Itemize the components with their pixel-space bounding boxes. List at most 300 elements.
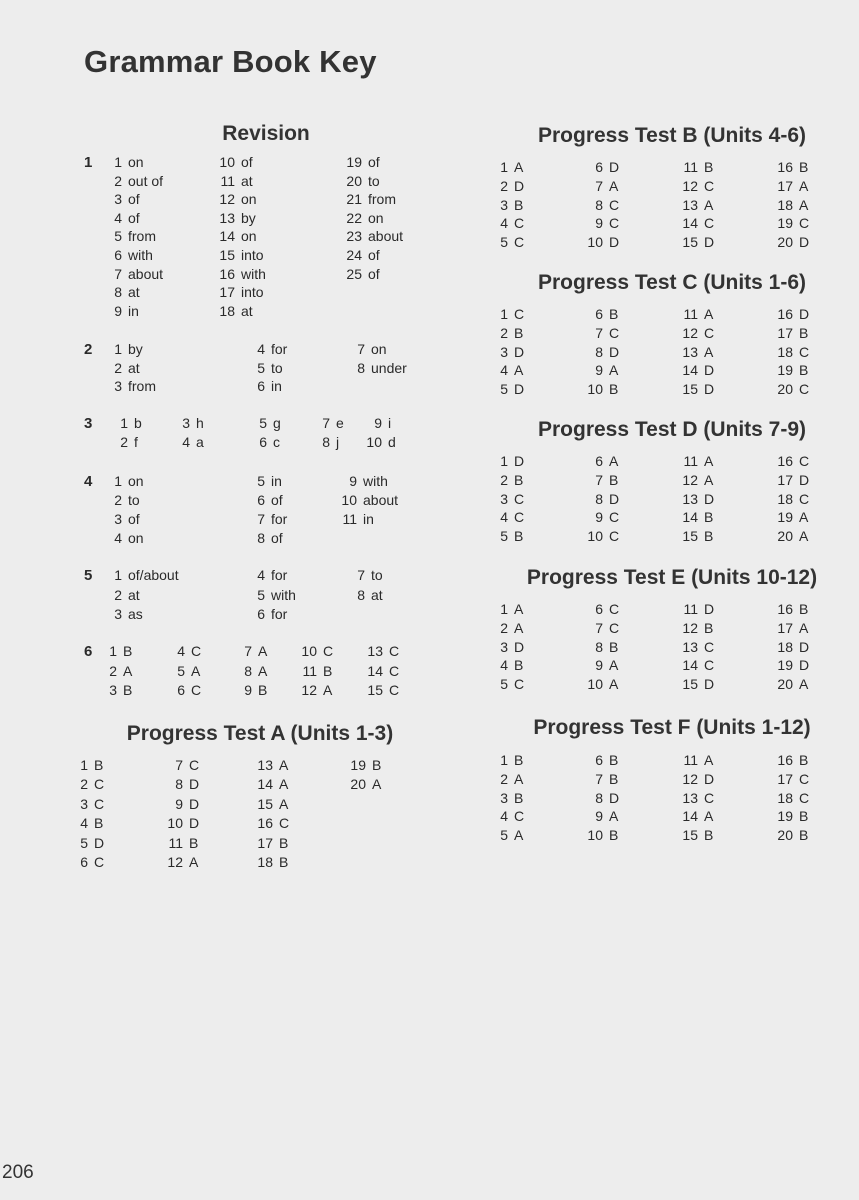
answer-item [670, 492, 714, 506]
section-number: 1 [84, 154, 93, 171]
answer-item [575, 791, 619, 805]
item-number: 9 [595, 808, 603, 825]
answer-item [213, 192, 257, 206]
item-answer: of [128, 209, 140, 226]
item-number: 17 [777, 471, 793, 488]
item-number: 11 [683, 306, 698, 322]
item-number: 25 [346, 265, 362, 282]
item-answer: D [94, 834, 105, 851]
item-answer: A [704, 808, 714, 825]
item-number: 3 [109, 682, 117, 698]
item-answer: B [799, 362, 809, 379]
item-number: 7 [175, 757, 183, 773]
answer-item [340, 229, 403, 243]
answer-item [100, 342, 143, 356]
item-answer: A [799, 196, 809, 213]
answer-item [670, 326, 714, 340]
item-number: 6 [595, 601, 603, 617]
item-number: 22 [346, 209, 362, 226]
answer-item [295, 683, 332, 697]
item-answer: C [704, 657, 715, 674]
answer-item [60, 855, 104, 869]
item-answer: D [514, 343, 525, 360]
item-number: 13 [219, 209, 235, 226]
item-number: 8 [357, 586, 365, 603]
answer-item [575, 640, 618, 654]
item-answer: C [609, 196, 620, 213]
item-answer: B [279, 854, 289, 870]
item-number: 11 [342, 511, 357, 527]
item-number: 5 [80, 834, 88, 851]
item-number: 17 [777, 619, 793, 636]
answer-item [60, 797, 104, 811]
item-number: 5 [257, 473, 265, 489]
answer-item [245, 797, 288, 811]
item-number: 3 [500, 490, 508, 507]
item-answer: C [94, 854, 105, 870]
item-answer: f [134, 434, 138, 450]
item-answer: from [128, 378, 156, 395]
answer-item [243, 379, 282, 393]
item-answer: C [389, 643, 400, 659]
item-answer: B [279, 834, 289, 851]
item-number: 5 [177, 662, 185, 679]
item-number: 10 [341, 492, 357, 508]
item-number: 6 [114, 247, 122, 263]
item-number: 16 [219, 265, 235, 282]
item-answer: A [704, 196, 714, 213]
item-answer: D [799, 638, 810, 655]
item-answer: B [799, 159, 809, 175]
item-answer: C [609, 528, 620, 545]
answer-item [361, 683, 399, 697]
answer-item [480, 529, 523, 543]
answer-item [361, 664, 399, 678]
item-number: 15 [367, 682, 383, 698]
answer-item [60, 836, 104, 850]
item-answer: A [279, 757, 289, 773]
item-answer: C [799, 490, 810, 507]
answer-item [575, 326, 619, 340]
item-number: 19 [777, 657, 793, 674]
item-answer: B [372, 757, 382, 773]
item-number: 4 [500, 362, 508, 379]
answer-item [100, 568, 179, 582]
answer-item [670, 454, 713, 468]
item-answer: in [271, 473, 282, 489]
item-number: 1 [500, 306, 508, 322]
answer-item [670, 160, 713, 174]
item-number: 12 [682, 619, 698, 636]
item-answer: D [704, 362, 715, 379]
item-answer: C [189, 757, 200, 773]
item-number: 17 [777, 177, 793, 194]
answer-item [765, 307, 809, 321]
item-answer: B [514, 657, 524, 674]
item-answer: B [123, 682, 133, 698]
item-number: 17 [777, 324, 793, 341]
item-number: 3 [500, 343, 508, 360]
answer-item [245, 416, 281, 430]
item-answer: A [258, 643, 268, 659]
item-number: 4 [500, 808, 508, 825]
item-answer: i [388, 415, 392, 431]
section-heading-progress-test: Progress Test C (Units 1-6) [537, 271, 807, 294]
answer-item [155, 836, 198, 850]
item-answer: C [191, 682, 202, 698]
answer-item [243, 607, 287, 621]
item-answer: B [704, 509, 714, 526]
item-answer: C [609, 324, 620, 341]
answer-item [575, 621, 619, 635]
item-number: 19 [777, 215, 793, 232]
item-answer: C [514, 490, 525, 507]
item-answer: C [609, 601, 620, 617]
answer-item [670, 382, 714, 396]
item-answer: D [514, 453, 525, 469]
item-number: 13 [682, 343, 698, 360]
item-number: 4 [182, 434, 190, 450]
item-answer: A [514, 601, 524, 617]
answer-item [243, 342, 287, 356]
item-number: 6 [595, 159, 603, 175]
item-answer: for [271, 567, 288, 583]
answer-item [480, 454, 524, 468]
item-answer: of [128, 511, 140, 527]
answer-item [575, 510, 619, 524]
answer-item [335, 474, 388, 488]
item-answer: at [241, 172, 253, 189]
answer-item [575, 216, 619, 230]
item-answer: D [799, 234, 810, 251]
item-number: 8 [595, 789, 603, 806]
item-answer: A [799, 619, 809, 636]
item-answer: on [241, 191, 257, 208]
item-number: 15 [682, 234, 698, 251]
item-answer: B [94, 757, 104, 773]
item-number: 5 [500, 234, 508, 251]
item-answer: on [241, 228, 257, 245]
answer-item [106, 416, 142, 430]
item-number: 9 [244, 682, 252, 698]
item-answer: D [609, 159, 620, 175]
answer-item [340, 192, 396, 206]
answer-item [480, 326, 523, 340]
answer-item [245, 816, 289, 830]
item-number: 1 [114, 154, 122, 170]
answer-item [765, 363, 808, 377]
item-number: 19 [350, 757, 366, 773]
answer-item [213, 248, 264, 262]
answer-item [100, 379, 156, 393]
item-answer: B [609, 471, 619, 488]
item-answer: about [128, 265, 164, 282]
answer-item [480, 753, 523, 767]
item-number: 7 [322, 415, 330, 431]
item-number: 6 [177, 682, 185, 698]
item-number: 2 [500, 770, 508, 787]
answer-item [575, 772, 618, 786]
item-answer: A [323, 682, 333, 698]
item-number: 10 [587, 528, 603, 545]
answer-item [243, 474, 282, 488]
item-answer: of [271, 530, 283, 546]
item-answer: B [799, 827, 809, 844]
item-answer: C [279, 815, 290, 832]
item-answer: at [128, 284, 140, 301]
answer-item [575, 658, 618, 672]
item-number: 1 [500, 159, 508, 175]
item-answer: C [609, 619, 620, 636]
answer-item [765, 602, 808, 616]
answer-item [163, 683, 201, 697]
answer-item [100, 474, 144, 488]
item-number: 8 [595, 638, 603, 655]
item-number: 7 [595, 619, 603, 636]
answer-item [480, 235, 524, 249]
item-number: 19 [777, 808, 793, 825]
item-number: 20 [777, 234, 793, 251]
item-number: 16 [777, 159, 793, 175]
item-answer: j [336, 434, 340, 450]
item-answer: D [704, 381, 715, 398]
item-number: 20 [777, 827, 793, 844]
item-number: 3 [500, 638, 508, 655]
section-number: 4 [84, 473, 93, 490]
item-number: 20 [777, 381, 793, 398]
answer-item [245, 435, 280, 449]
item-answer: at [128, 359, 140, 376]
item-answer: D [704, 234, 715, 251]
answer-item [765, 658, 809, 672]
item-answer: a [196, 434, 204, 450]
answer-item [243, 493, 283, 507]
item-answer: D [609, 234, 620, 251]
item-answer: A [514, 827, 524, 844]
item-number: 7 [357, 341, 365, 357]
item-number: 9 [595, 657, 603, 674]
answer-item [765, 179, 808, 193]
answer-item [575, 345, 619, 359]
item-answer: B [514, 752, 524, 768]
section-heading-progress-test: Progress Test D (Units 7-9) [537, 418, 807, 441]
item-number: 19 [346, 154, 362, 170]
answer-item [155, 855, 198, 869]
answer-item [765, 216, 809, 230]
item-number: 10 [587, 234, 603, 251]
item-number: 16 [777, 306, 793, 322]
item-number: 5 [500, 528, 508, 545]
item-number: 4 [257, 567, 265, 583]
item-number: 11 [302, 662, 317, 679]
item-answer: C [94, 776, 105, 793]
answer-item [245, 777, 288, 791]
answer-item [670, 658, 714, 672]
item-number: 5 [500, 676, 508, 693]
section-heading-progress-test: Progress Test E (Units 10-12) [526, 566, 818, 589]
item-answer: B [704, 159, 714, 175]
answer-item [765, 809, 808, 823]
answer-item [60, 816, 103, 830]
page-number: 206 [2, 1162, 34, 1183]
item-number: 7 [257, 511, 265, 527]
item-answer: D [799, 657, 810, 674]
item-answer: under [371, 359, 407, 376]
item-number: 14 [682, 657, 698, 674]
item-answer: with [241, 265, 266, 282]
item-answer: C [514, 676, 525, 693]
answer-item [100, 304, 139, 318]
item-number: 9 [595, 509, 603, 526]
item-number: 20 [777, 528, 793, 545]
item-number: 15 [219, 247, 235, 263]
item-answer: C [799, 215, 810, 232]
item-answer: A [191, 662, 201, 679]
item-answer: at [371, 586, 383, 603]
answer-item [575, 529, 619, 543]
item-number: 2 [109, 662, 117, 679]
answer-item [100, 361, 140, 375]
answer-item [230, 683, 267, 697]
answer-item [100, 493, 140, 507]
item-answer: B [609, 381, 619, 398]
answer-item [575, 602, 619, 616]
item-number: 2 [114, 492, 122, 508]
item-number: 10 [366, 434, 382, 450]
answer-item [245, 758, 288, 772]
item-number: 8 [244, 662, 252, 679]
item-number: 11 [683, 453, 698, 469]
item-number: 12 [682, 177, 698, 194]
item-number: 5 [114, 228, 122, 245]
item-number: 5 [500, 381, 508, 398]
item-answer: C [799, 343, 810, 360]
item-answer: C [704, 638, 715, 655]
item-number: 17 [777, 770, 793, 787]
item-number: 6 [595, 752, 603, 768]
answer-item [100, 512, 140, 526]
answer-item [480, 772, 523, 786]
answer-item [670, 216, 714, 230]
item-answer: A [704, 343, 714, 360]
item-answer: of [271, 492, 283, 508]
answer-item [575, 492, 619, 506]
item-answer: D [799, 306, 810, 322]
item-number: 12 [219, 191, 235, 208]
item-number: 8 [357, 359, 365, 376]
item-answer: on [368, 209, 384, 226]
item-number: 8 [175, 776, 183, 793]
item-answer: with [363, 473, 388, 489]
item-number: 18 [777, 789, 793, 806]
answer-item [343, 361, 407, 375]
item-number: 11 [683, 752, 698, 768]
item-number: 12 [682, 471, 698, 488]
item-answer: C [704, 789, 715, 806]
item-number: 9 [114, 302, 122, 319]
answer-item [295, 644, 333, 658]
item-answer: in [271, 378, 282, 395]
answer-item [100, 229, 156, 243]
item-number: 21 [346, 191, 362, 208]
answer-item [338, 758, 381, 772]
answer-item [575, 382, 618, 396]
answer-item [480, 216, 524, 230]
item-number: 2 [114, 172, 122, 189]
answer-item [361, 644, 399, 658]
answer-item [308, 416, 344, 430]
item-number: 13 [367, 643, 383, 659]
answer-item [575, 454, 618, 468]
item-answer: about [368, 228, 404, 245]
item-number: 2 [80, 776, 88, 793]
item-number: 14 [682, 215, 698, 232]
item-answer: A [514, 619, 524, 636]
answer-item [670, 363, 714, 377]
item-answer: B [514, 789, 524, 806]
item-number: 8 [114, 284, 122, 301]
answer-item [335, 493, 398, 507]
item-number: 4 [500, 215, 508, 232]
answer-item [765, 160, 808, 174]
answer-item [213, 211, 256, 225]
item-number: 13 [682, 789, 698, 806]
answer-item [480, 621, 523, 635]
answer-item [480, 345, 524, 359]
item-number: 18 [219, 302, 235, 319]
item-answer: A [704, 453, 714, 469]
item-number: 11 [683, 159, 698, 175]
item-answer: of [368, 247, 380, 263]
item-number: 1 [500, 752, 508, 768]
item-number: 3 [114, 191, 122, 208]
item-answer: from [368, 191, 396, 208]
item-number: 15 [257, 795, 273, 812]
answer-item [575, 363, 618, 377]
item-number: 2 [500, 324, 508, 341]
item-answer: c [273, 434, 280, 450]
item-answer: of/about [128, 567, 179, 583]
item-number: 15 [682, 676, 698, 693]
answer-item [100, 192, 140, 206]
item-answer: from [128, 228, 156, 245]
item-number: 6 [257, 492, 265, 508]
answer-item [360, 416, 391, 430]
item-number: 16 [257, 815, 273, 832]
item-answer: D [514, 177, 525, 194]
item-answer: B [609, 770, 619, 787]
answer-item [340, 155, 380, 169]
item-number: 18 [777, 490, 793, 507]
item-answer: with [271, 586, 296, 603]
answer-item [155, 758, 199, 772]
answer-item [670, 473, 713, 487]
item-number: 8 [257, 530, 265, 546]
answer-item [480, 473, 523, 487]
item-number: 20 [350, 776, 366, 793]
answer-item [670, 602, 714, 616]
answer-item [100, 155, 144, 169]
item-answer: of [368, 154, 380, 170]
item-number: 3 [114, 511, 122, 527]
answer-item [765, 828, 808, 842]
item-number: 16 [777, 453, 793, 469]
item-number: 13 [682, 490, 698, 507]
item-answer: B [704, 619, 714, 636]
page-title: Grammar Book Key [84, 44, 377, 79]
item-answer: A [704, 471, 714, 488]
answer-item [168, 416, 204, 430]
